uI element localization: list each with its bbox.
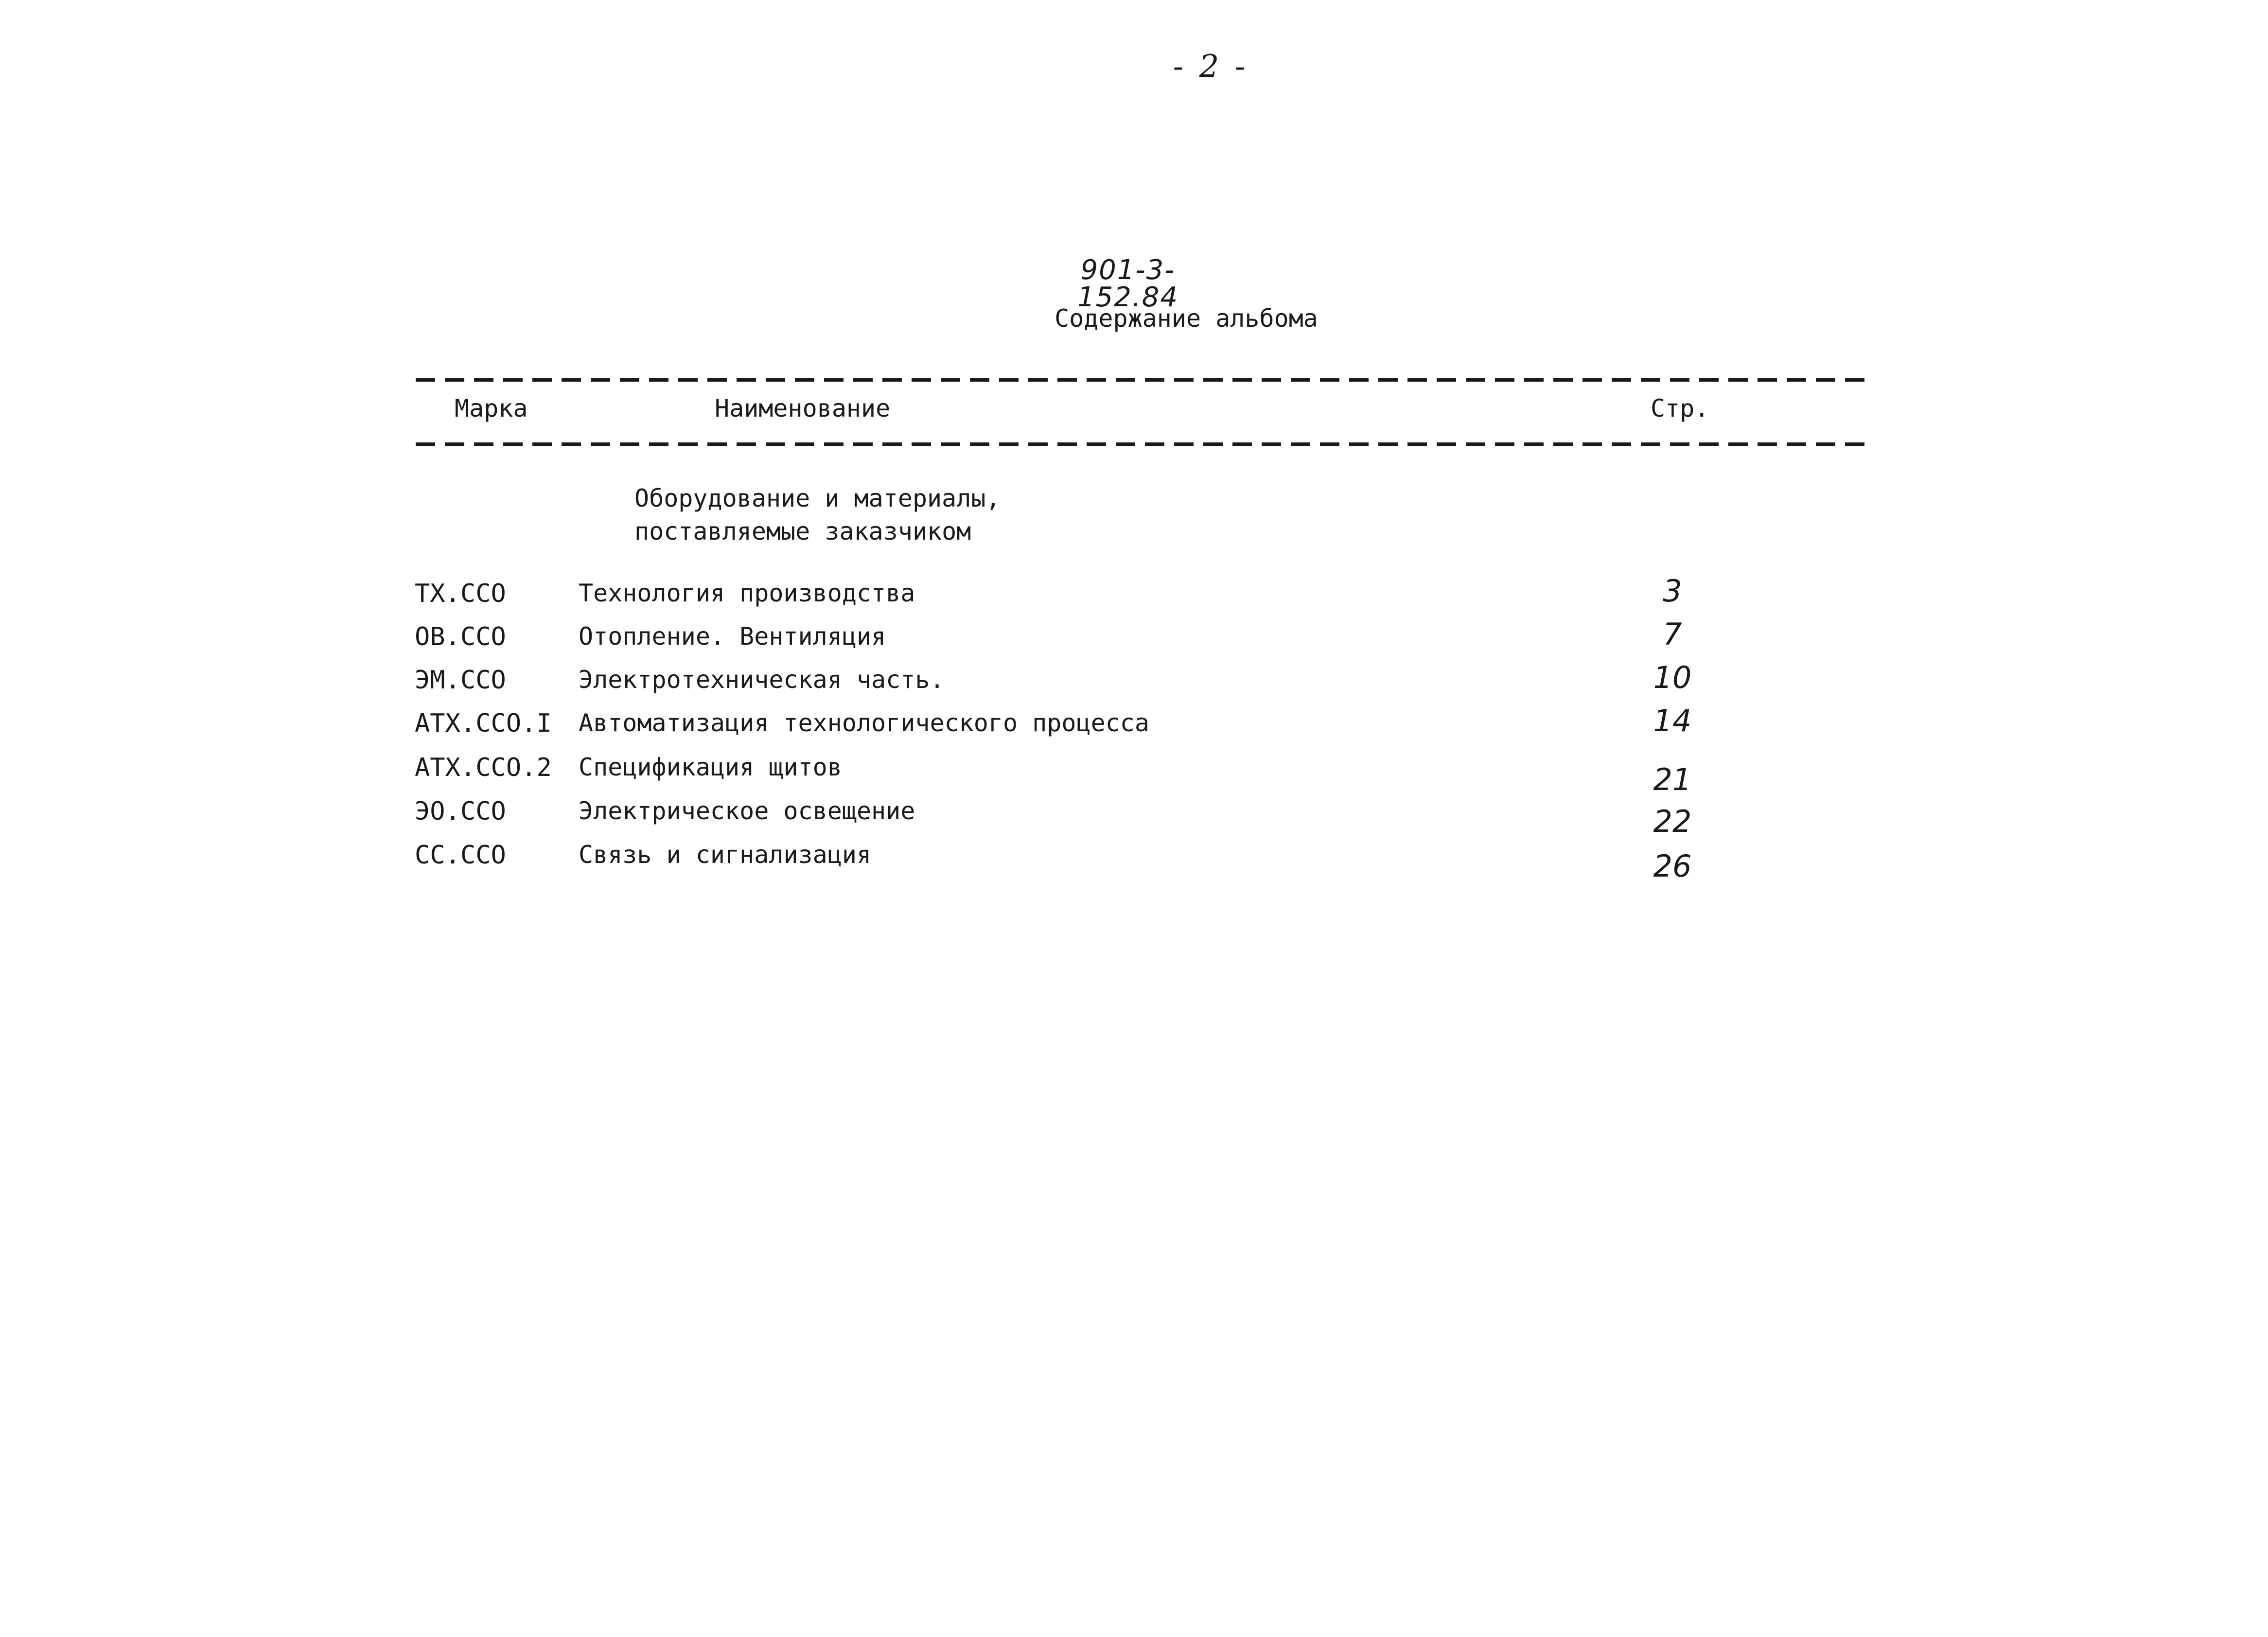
column-header-mark: Марка xyxy=(455,394,528,422)
table-top-rule xyxy=(416,378,1874,382)
column-header-name: Наименование xyxy=(715,394,891,422)
row-page: 21 xyxy=(1653,762,1692,797)
row-mark: СС.ССО xyxy=(415,841,506,870)
document-code: 901-3-152.84 xyxy=(1077,254,1178,313)
section-heading-line-1: Оборудование и материалы, xyxy=(634,484,1001,512)
page-number: - 2 - xyxy=(1173,49,1248,85)
table-row xyxy=(0,573,2268,620)
table-row xyxy=(0,799,2268,838)
row-page: 14 xyxy=(1653,703,1692,739)
row-name: Автоматизация технологического процесса xyxy=(579,709,1149,737)
section-heading-line-2: поставляемые заказчиком xyxy=(634,517,971,546)
table-header-rule xyxy=(416,442,1874,446)
table-row xyxy=(0,703,2268,750)
row-name: Отопление. Вентиляция xyxy=(579,622,886,651)
column-header-page: Стр. xyxy=(1651,394,1709,422)
row-mark: ТХ.ССО xyxy=(415,579,506,608)
table-row xyxy=(0,753,2268,797)
row-name: Технология производства xyxy=(579,579,915,607)
row-mark: ЭО.ССО xyxy=(415,797,506,826)
row-page: 3 xyxy=(1663,573,1682,609)
table-row xyxy=(0,841,2268,884)
row-name: Спецификация щитов xyxy=(579,753,842,781)
row-mark: АТХ.ССО.2 xyxy=(415,753,552,782)
row-page: 7 xyxy=(1663,616,1682,652)
row-page: 10 xyxy=(1653,660,1692,695)
row-mark: ОВ.ССО xyxy=(415,622,506,651)
row-name: Электрическое освещение xyxy=(579,797,915,825)
row-name: Электротехническая часть. xyxy=(579,666,945,694)
table-row xyxy=(0,616,2268,663)
row-mark: АТХ.ССО.I xyxy=(415,709,552,738)
row-mark: ЭМ.ССО xyxy=(415,666,506,695)
row-name: Связь и сигнализация xyxy=(579,841,872,869)
table-row xyxy=(0,660,2268,706)
document-title: Содержание альбома xyxy=(1055,304,1318,333)
row-page: 26 xyxy=(1653,848,1692,884)
row-page: 22 xyxy=(1653,804,1692,839)
